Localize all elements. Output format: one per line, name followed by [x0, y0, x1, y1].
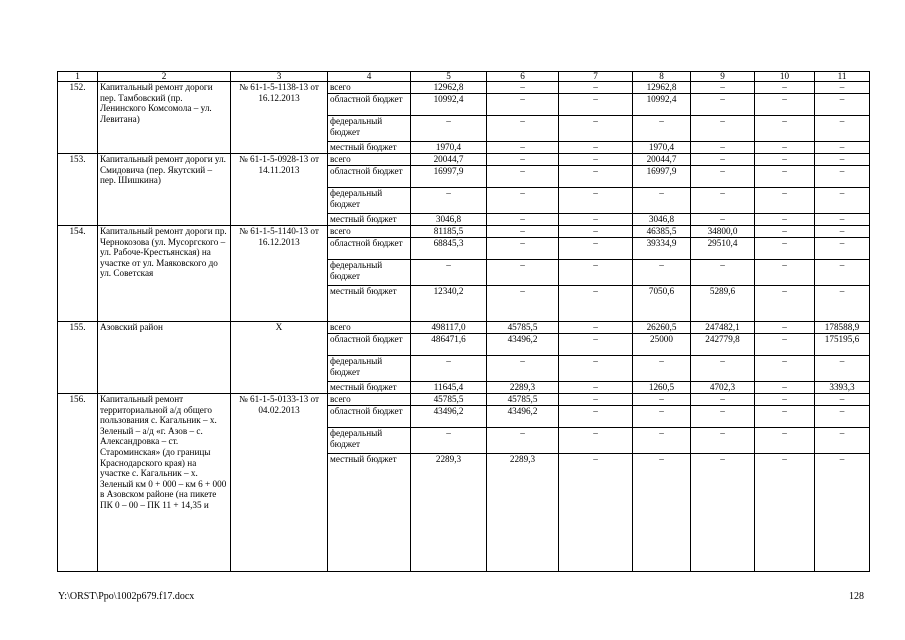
amount-cell: – [815, 226, 870, 238]
header-cell: 2 [98, 72, 231, 82]
amount-cell: – [755, 382, 815, 394]
amount-cell: 46385,5 [633, 226, 691, 238]
header-cell: 1 [58, 72, 98, 82]
amount-cell: – [487, 286, 559, 322]
amount-cell: – [755, 116, 815, 142]
document-ref: № 61-1-5-0928-13 от 14.11.2013 [231, 154, 328, 226]
amount-cell: – [411, 428, 487, 454]
amount-cell: 2289,3 [411, 454, 487, 572]
file-path: Y:\ORST\Ppo\1002p679.f17.docx [58, 591, 195, 602]
amount-cell: 10992,4 [411, 94, 487, 116]
amount-cell: – [559, 142, 633, 154]
amount-cell: 43496,2 [487, 406, 559, 428]
amount-cell: – [411, 356, 487, 382]
amount-cell: – [559, 166, 633, 188]
amount-cell: – [755, 356, 815, 382]
amount-cell: 20044,7 [411, 154, 487, 166]
header-cell: 11 [815, 72, 870, 82]
amount-cell: – [559, 82, 633, 94]
amount-cell: – [815, 394, 870, 406]
amount-cell: – [755, 154, 815, 166]
amount-cell: – [755, 142, 815, 154]
funding-source: областной бюджет [328, 94, 411, 116]
amount-cell: – [815, 188, 870, 214]
amount-cell: – [559, 226, 633, 238]
amount-cell: 5289,6 [691, 286, 755, 322]
amount-cell: – [487, 238, 559, 260]
header-cell: 4 [328, 72, 411, 82]
amount-cell: – [691, 454, 755, 572]
amount-cell: – [559, 238, 633, 260]
header-cell: 6 [487, 72, 559, 82]
amount-cell: 486471,6 [411, 334, 487, 356]
amount-cell: – [755, 188, 815, 214]
row-number: 152. [58, 82, 98, 154]
amount-cell: 12962,8 [633, 82, 691, 94]
amount-cell: – [691, 260, 755, 286]
amount-cell: – [815, 214, 870, 226]
amount-cell: – [815, 238, 870, 260]
funding-source: федеральный бюджет [328, 428, 411, 454]
amount-cell: – [487, 142, 559, 154]
amount-cell: – [559, 356, 633, 382]
amount-cell: – [559, 382, 633, 394]
amount-cell: 7050,6 [633, 286, 691, 322]
amount-cell: – [691, 94, 755, 116]
amount-cell: – [633, 260, 691, 286]
amount-cell: 11645,4 [411, 382, 487, 394]
amount-cell: – [633, 428, 691, 454]
amount-cell: – [487, 188, 559, 214]
amount-cell: 3046,8 [411, 214, 487, 226]
amount-cell: – [559, 322, 633, 334]
amount-cell: 45785,5 [411, 394, 487, 406]
amount-cell: – [815, 154, 870, 166]
amount-cell: – [633, 454, 691, 572]
amount-cell: – [633, 356, 691, 382]
funding-source: федеральный бюджет [328, 116, 411, 142]
amount-cell: – [487, 226, 559, 238]
amount-cell: 1260,5 [633, 382, 691, 394]
funding-source: федеральный бюджет [328, 260, 411, 286]
amount-cell: – [691, 188, 755, 214]
amount-cell: – [691, 394, 755, 406]
amount-cell: – [755, 226, 815, 238]
amount-cell: 4702,3 [691, 382, 755, 394]
amount-cell: – [815, 116, 870, 142]
amount-cell: – [559, 260, 633, 286]
amount-cell: – [755, 406, 815, 428]
table-row [58, 322, 870, 334]
funding-source: всего [328, 226, 411, 238]
amount-cell: – [815, 286, 870, 322]
amount-cell: – [487, 260, 559, 286]
amount-cell: – [755, 82, 815, 94]
amount-cell: – [815, 428, 870, 454]
amount-cell: – [691, 154, 755, 166]
amount-cell: – [559, 154, 633, 166]
amount-cell: 29510,4 [691, 238, 755, 260]
amount-cell: – [559, 286, 633, 322]
object-name: Капитальный ремонт территориальной а/д общего пользования с. Кагальник – х. Зеленый – а/д «г. Азов – с. Александровка – ст. Староминская» (до границы Краснодарского края) на участке с. Кагальник – х. Зеленый км 0 + 000 – км 6 + 000 в Азовском районе (на пикете ПК 0 – 00 – ПК 11 + 14,35 и [98, 394, 231, 572]
amount-cell: 1970,4 [633, 142, 691, 154]
amount-cell: 26260,5 [633, 322, 691, 334]
row-number: 155. [58, 322, 98, 394]
amount-cell: 1970,4 [411, 142, 487, 154]
amount-cell: 20044,7 [633, 154, 691, 166]
document-ref: № 61-1-5-1140-13 от 16.12.2013 [231, 226, 328, 322]
amount-cell: 10992,4 [633, 94, 691, 116]
header-cell: 10 [755, 72, 815, 82]
amount-cell: – [755, 428, 815, 454]
amount-cell: – [559, 428, 633, 454]
amount-cell: 247482,1 [691, 322, 755, 334]
amount-cell: 3393,3 [815, 382, 870, 394]
table-row [58, 394, 870, 406]
amount-cell: 43496,2 [487, 334, 559, 356]
document-ref: Х [231, 322, 328, 394]
amount-cell: – [691, 142, 755, 154]
header-cell: 7 [559, 72, 633, 82]
amount-cell: – [487, 428, 559, 454]
amount-cell: – [633, 406, 691, 428]
amount-cell: 2289,3 [487, 454, 559, 572]
amount-cell: – [755, 334, 815, 356]
amount-cell: 45785,5 [487, 394, 559, 406]
funding-source: местный бюджет [328, 454, 411, 572]
table-row [58, 82, 870, 94]
amount-cell: 45785,5 [487, 322, 559, 334]
amount-cell: – [755, 166, 815, 188]
amount-cell: – [815, 454, 870, 572]
amount-cell: 178588,9 [815, 322, 870, 334]
document-ref: № 61-1-5-1138-13 от 16.12.2013 [231, 82, 328, 154]
header-row [58, 72, 870, 82]
header-cell: 5 [411, 72, 487, 82]
header-cell: 9 [691, 72, 755, 82]
amount-cell: – [633, 116, 691, 142]
amount-cell: – [815, 166, 870, 188]
funding-source: федеральный бюджет [328, 188, 411, 214]
amount-cell: – [559, 454, 633, 572]
amount-cell: – [559, 116, 633, 142]
funding-source: всего [328, 154, 411, 166]
page-number: 128 [849, 591, 864, 602]
amount-cell: – [815, 82, 870, 94]
object-name: Капитальный ремонт дороги пр. Чернокозова (ул. Мусоргского – ул. Рабоче-Крестьянская) на участке от ул. Маяковского до ул. Советская [98, 226, 231, 322]
row-number: 154. [58, 226, 98, 322]
amount-cell: 39334,9 [633, 238, 691, 260]
funding-source: областной бюджет [328, 238, 411, 260]
amount-cell: 16997,9 [633, 166, 691, 188]
funding-source: местный бюджет [328, 214, 411, 226]
budget-table [57, 71, 870, 572]
amount-cell: – [755, 394, 815, 406]
amount-cell: – [755, 260, 815, 286]
funding-source: местный бюджет [328, 382, 411, 394]
amount-cell: 43496,2 [411, 406, 487, 428]
amount-cell: – [633, 188, 691, 214]
amount-cell: 12962,8 [411, 82, 487, 94]
amount-cell: – [487, 82, 559, 94]
amount-cell: – [487, 214, 559, 226]
amount-cell: – [559, 334, 633, 356]
amount-cell: – [633, 394, 691, 406]
amount-cell: – [815, 356, 870, 382]
amount-cell: – [755, 238, 815, 260]
funding-source: всего [328, 322, 411, 334]
funding-source: областной бюджет [328, 334, 411, 356]
amount-cell: – [755, 94, 815, 116]
amount-cell: – [487, 154, 559, 166]
amount-cell: – [411, 188, 487, 214]
amount-cell: – [487, 356, 559, 382]
funding-source: местный бюджет [328, 286, 411, 322]
amount-cell: 498117,0 [411, 322, 487, 334]
object-name: Капитальный ремонт дороги пер. Тамбовский (пр. Ленинского Комсомола – ул. Левитана) [98, 82, 231, 154]
amount-cell: 242779,8 [691, 334, 755, 356]
amount-cell: 175195,6 [815, 334, 870, 356]
amount-cell: 81185,5 [411, 226, 487, 238]
amount-cell: 34800,0 [691, 226, 755, 238]
funding-source: областной бюджет [328, 166, 411, 188]
amount-cell: 16997,9 [411, 166, 487, 188]
amount-cell: – [815, 406, 870, 428]
amount-cell: – [487, 116, 559, 142]
amount-cell: – [411, 260, 487, 286]
amount-cell: – [691, 214, 755, 226]
header-cell: 8 [633, 72, 691, 82]
amount-cell: 2289,3 [487, 382, 559, 394]
table-row [58, 154, 870, 166]
amount-cell: – [815, 260, 870, 286]
object-name: Азовский район [98, 322, 231, 394]
amount-cell: – [755, 322, 815, 334]
amount-cell: 68845,3 [411, 238, 487, 260]
amount-cell: – [559, 94, 633, 116]
row-number: 153. [58, 154, 98, 226]
amount-cell: – [559, 188, 633, 214]
table-row [58, 226, 870, 238]
funding-source: всего [328, 394, 411, 406]
funding-source: федеральный бюджет [328, 356, 411, 382]
amount-cell: – [691, 406, 755, 428]
object-name: Капитальный ремонт дороги ул. Смидовича (пер. Якутский – пер. Шишкина) [98, 154, 231, 226]
funding-source: всего [328, 82, 411, 94]
amount-cell: – [559, 214, 633, 226]
amount-cell: – [559, 406, 633, 428]
amount-cell: – [691, 356, 755, 382]
amount-cell: – [487, 94, 559, 116]
amount-cell: – [691, 82, 755, 94]
amount-cell: – [487, 166, 559, 188]
amount-cell: – [755, 214, 815, 226]
amount-cell: – [815, 142, 870, 154]
amount-cell: – [755, 454, 815, 572]
amount-cell: 25000 [633, 334, 691, 356]
amount-cell: – [691, 166, 755, 188]
amount-cell: – [691, 428, 755, 454]
funding-source: областной бюджет [328, 406, 411, 428]
amount-cell: – [815, 94, 870, 116]
amount-cell: – [411, 116, 487, 142]
amount-cell: 12340,2 [411, 286, 487, 322]
amount-cell: – [559, 394, 633, 406]
amount-cell: – [691, 116, 755, 142]
header-cell: 3 [231, 72, 328, 82]
amount-cell: – [755, 286, 815, 322]
row-number: 156. [58, 394, 98, 572]
document-ref: № 61-1-5-0133-13 от 04.02.2013 [231, 394, 328, 572]
amount-cell: 3046,8 [633, 214, 691, 226]
funding-source: местный бюджет [328, 142, 411, 154]
